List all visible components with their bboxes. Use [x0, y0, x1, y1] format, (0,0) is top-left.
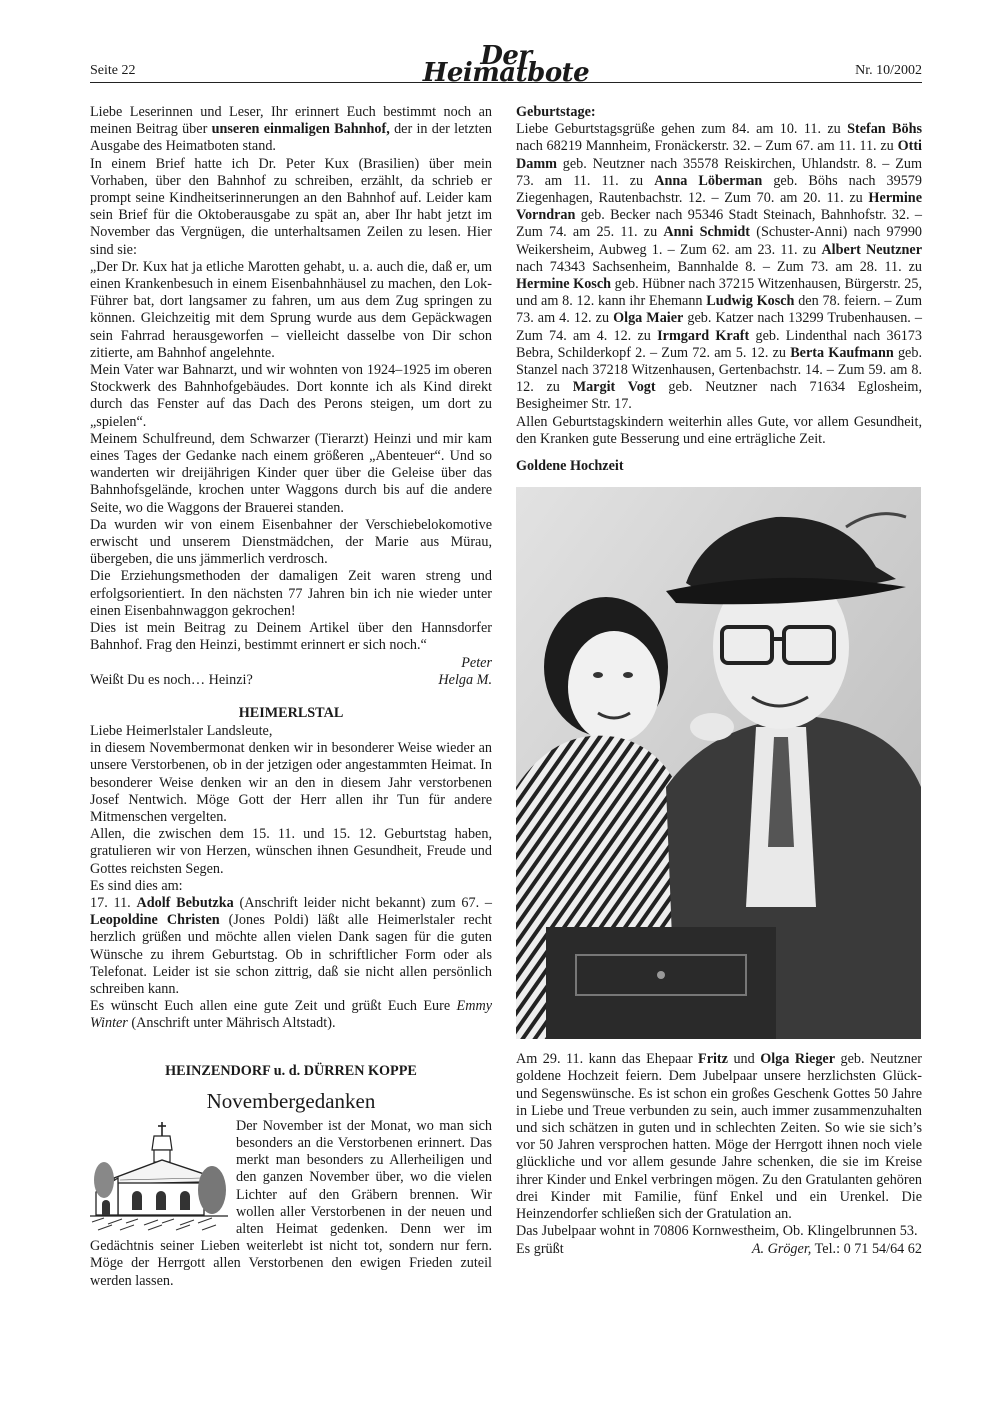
header-rule — [90, 82, 922, 83]
greeting: Es grüßt — [516, 1240, 564, 1257]
signature-helga: Helga M. — [438, 671, 492, 688]
heimerlstal-paragraph: Es sind dies am: — [90, 877, 183, 894]
letter-paragraph: Dies ist mein Beitrag zu Deinem Artikel über den Hannsdorfer Bahnhof. Frag den Heinzi, bestimmt erinnert er sich noch.“ — [90, 620, 492, 654]
issue-number: Nr. 10/2002 — [855, 63, 922, 78]
heimerlstal-paragraph: in diesem Novembermonat denken wir in besonderer Weise wieder an unsere Verstorbenen, ob in der jetzigen oder angestammten Heimat. In besonderer Weise denken wir an den in diesem Jahr verstorbenen Josef Nentwich. Möge Gott der Herr allen ihr Tun für andere Mitmenschen vergelten. — [90, 740, 492, 825]
heinzendorf-title: HEINZENDORF u. d. DÜRREN KOPPE — [165, 1062, 417, 1079]
novembergedanken-title: Novembergedanken — [206, 1088, 376, 1113]
right-column — [516, 104, 922, 1258]
heimerlstal-title: HEIMERLSTAL — [238, 704, 344, 721]
masthead-logo: Der Heimatbote — [422, 41, 590, 89]
geburtstage-list: Liebe Geburtstagsgrüße gehen zum 84. am 10. 11. zu Stefan Böhs nach 68219 Mannheim, Fronäckerstr. 32. – Zum 67. am 11. 11. zu Otti Damm geb. Neutzner nach 35578 Reiskirchen, Uhlandstr. 8. – Zum 73. am 11. 11. zu Anna Löberman geb. Böhs nach 39579 Ziegenhagen, Rautenbachstr. 12. – Zum 70. am 20. 11. zu Hermine Vorndran geb. Becker nach 95346 Stadt Steinach, Bahnhofstr. 32. – Zum 74. am 25. 11. zu Anni Schmidt (Schuster-Anni) nach 97990 Weikersheim, Aubweg 1. – Zum 62. am 23. 11. zu Albert Neutzner nach 74343 Sachsenheim, Bannhalde 8. – Zum 73. am 28. 11. zu Hermine Kosch geb. Hübner nach 37215 Witzenhausen, Bürgerstr. 25, und am 8. 12. kann ihr Ehemann Ludwig Kosch den 78. feiern. – Zum 73. am 4. 12. zu Olga Maier geb. Katzer nach 13299 Trubenhausen. – Zum 74. am 4. 12. zu Irmgard Kraft geb. Lindenthal nach 36173 Bebra, Schilderkopf 2. – Zum 72. am 5. 12. zu Berta Kaufmann geb. Stanzel nach 37218 Witzenhausen, Gertenbachstr. 14. – Zum 59. am 8. 12. zu Margit Vogt geb. Neutzner nach 71634 Eglosheim, Besigheimer Str. 17. — [516, 121, 923, 413]
signature-question: Weißt Du es noch… Heinzi? — [90, 671, 253, 688]
hochzeit-paragraph: Am 29. 11. kann das Ehepaar Fritz und Olga Rieger geb. Neutzner goldene Hochzeit feiern. Dem Jubelpaar unsere herzlichsten Glück- und Segenswünsche. Es ist schon ein großes Geschenk Gottes 50 Jahre in Liebe und Treue verbunden zu sein, auch immer zusammenzuhalten und sich schätzen in guten und in schlechten Zeiten. So wie sie sich’s vor 50 Jahren versprochen hatten. Möge der Herrgott ihnen noch viele glückliche und vor allem gesunde Jahre schenken, die sie im Kreise ihrer Kinder und Enkel verbringen mögen. Zu den Gratulanten gehören drei Kinder mit Familie, fünf Enkel und ein Urenkel. Die Heinzendorfer schließen sich der Gratulation an. — [516, 1051, 922, 1223]
hochzeit-address: Das Jubelpaar wohnt in 70806 Kornwestheim, Ob. Klingelbrunnen 53. — [516, 1223, 918, 1240]
letter-paragraph: In einem Brief hatte ich Dr. Peter Kux (Brasilien) über mein Vorhaben, über den Bahnhof zu schreiben, erzählt, da schrieb er prompt seine Kindheitserinnerungen an den Bahnhof auf. Leider kam sein Brief für die Oktoberausgabe zu spät an, aber Ihr habt jetzt im November das Vergnügen, die unterhaltsamen Zeilen zu lesen. Hier sind sie: — [90, 155, 492, 258]
signature-peter: Peter — [461, 654, 492, 671]
novembergedanken-article — [90, 1118, 492, 1290]
heimerlstal-paragraph: Allen, die zwischen dem 15. 11. und 15. 12. Geburtstag haben, gratulieren wir von Herzen, wünschen ihnen Gesundheit, Freude und Gottes reichsten Segen. — [90, 826, 492, 877]
left-column — [90, 104, 492, 1290]
letter-paragraph: Mein Vater war Bahnarzt, und wir wohnten von 1924–1925 im oberen Stockwerk des Bahnhofgebäudes. Dort konnte ich als Kind direkt durch das Fenster auf das Dach des Perons steigen, um dort zu „spielen“. — [90, 362, 492, 430]
goldene-hochzeit-title: Goldene Hochzeit — [516, 458, 624, 475]
heimerlstal-paragraph: Liebe Heimerlstaler Landsleute, — [90, 722, 273, 739]
geburtstage-title: Geburtstage: — [516, 104, 596, 120]
hochzeit-signature-row — [516, 1241, 922, 1258]
geburtstage-closing: Allen Geburtstagskindern weiterhin alles Gute, vor allem Gesundheit, den Kranken gute Besserung und eine erträgliche Zeit. — [516, 413, 922, 447]
letter-paragraph: „Der Dr. Kux hat ja etliche Marotten gehabt, u. a. auch die, daß er, um einen Krankenbesuch in einem Eisenbahnhäusel zu machen, den Lok-Führer bat, dort langsamer zu fahren, um aus dem Zug springen zu können. Gleichzeitig mit dem Sprung wurde aus dem Gepäckwagen sein Fahrrad herausgeworfen – vielleicht dasselbe von Dir schon zitierte, am Bahnhof angelehnte. — [90, 258, 492, 361]
letter-paragraph: Da wurden wir von einem Eisenbahner der Verschiebelokomotive erwischt und unserem Dienstmädchen, der Marie aus Mürau, übergeben, die uns jämmerlich verdrosch. — [90, 516, 492, 568]
heimerlstal-paragraph: Es wünscht Euch allen eine gute Zeit und grüßt Euch Eure Emmy Winter (Anschrift unter Mährisch Altstadt). — [90, 998, 492, 1032]
letter-paragraph: Meinem Schulfreund, dem Schwarzer (Tierarzt) Heinzi und mir kam eines Tages der Gedanke nach einem größeren „Abenteuer“. Und so wanderten wir dreijährigen Kinder quer über die Geleise über das Bahnhofsgelände, krochen unter Waggons durch bis auf die andere Seite, wo die Waggons der Brauerei standen. — [90, 430, 492, 516]
author-contact: A. Gröger, Tel.: 0 71 54/64 62 — [751, 1240, 922, 1257]
couple-photo — [516, 487, 921, 1039]
novembergedanken-text: Der November ist der Monat, wo man sich besonders an die Verstorbenen erinnert. Das merkt man besonders zu Allerheiligen und den ganzen November über, wo die vielen Lichter auf den Gräbern brennen. Wir wollen aller Verstorbenen in der neuen und alten Heimat gedenken. Denn wer im Gedächtnis seiner Lieben weiterlebt ist nicht tot, sondern nur fern. Möge der Herrgott allen Verstorbenen den ewigen Frieden zuteil werden lassen. — [90, 1117, 492, 1289]
heimerlstal-paragraph: 17. 11. Adolf Bebutzka (Anschrift leider nicht bekannt) zum 67. – Leopoldine Christen (Jones Poldi) läßt alle Heimerlstaler recht herzlich grüßen und möchte allen vielen Dank sagen für die guten Wünsche zu ihrem Geburtstag. Ob in schriftlicher Form oder als Telefonat. Leider ist sie schon zittrig, daß sie nicht allen persönlich schreiben kann. — [90, 894, 492, 997]
page-number: Seite 22 — [90, 63, 136, 78]
intro-paragraph: Liebe Leserinnen und Leser, Ihr erinnert Euch bestimmt noch an meinen Beitrag über unseren einmaligen Bahnhof, der in der letzten Ausgabe des Heimatboten stand. — [90, 104, 492, 155]
signature-row — [90, 672, 492, 689]
chapel-illustration — [90, 1120, 228, 1232]
letter-paragraph: Die Erziehungsmethoden der damaligen Zeit waren streng und erfolgsorientiert. In den nächsten 77 Jahren bin ich nie wieder unter einen Eisenbahnwaggon gekrochen! — [90, 568, 492, 619]
page-header — [90, 41, 922, 89]
